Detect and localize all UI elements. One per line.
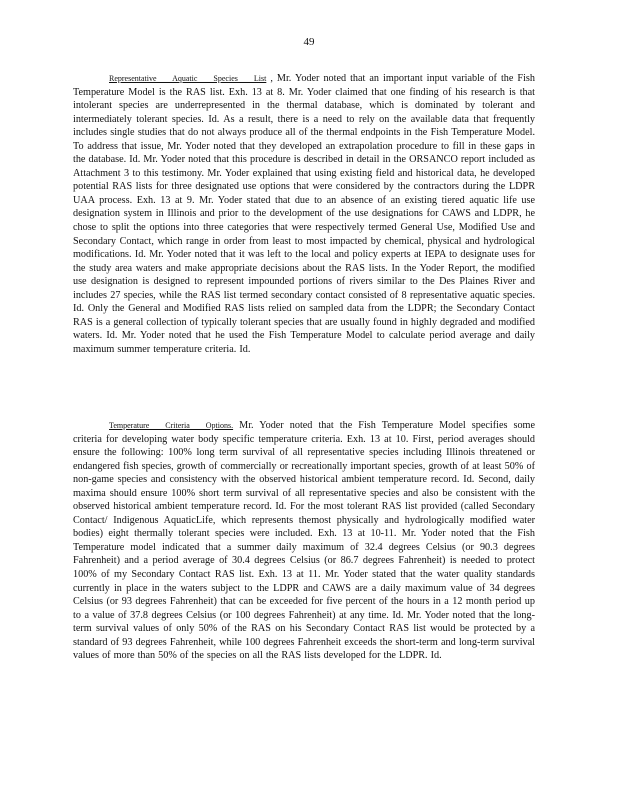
paragraph-representative-aquatic-species	[73, 72, 535, 356]
section-heading-ras-list: Representative Aquatic Species List	[109, 74, 267, 83]
paragraph-text: , Mr. Yoder noted that an important input variable of the Fish Temperature Model is the RAS list. Exh. 13 at 8. Mr. Yoder claimed that one finding of his research is that intolerant species are underrepresented in the thermal database, which is dominated by tolerant and intermediately tolerant species. Id. As a result, there is a need to rely on the available data that frequently includes single studies that do not always produce all of the thermal endpoints in the Fish Temperature Model. To address that issue, Mr. Yoder noted that they developed an extrapolation procedure to fill in these gaps in the database. Id. Mr. Yoder noted that this procedure is described in detail in the ORSANCO report included as Attachment 3 to this testimony. Mr. Yoder explained that using existing field and historical data, he developed potential RAS lists for three designated use options that were considered by the contractors during the LDPR UAA process. Exh. 13 at 9. Mr. Yoder stated that due to an absence of an existing tiered aquatic life use designation system in Illinois and prior to the development of the use designations for CAWS and LDPR, he chose to split the options into three categories that were respectively termed General Use, Modified Use and Secondary Contact, which range in order from least to most impacted by chemical, physical and hydrological modifications. Id. Mr. Yoder noted that it was left to the local and policy experts at IEPA to designate uses for the study area waters and make appropriate decisions about the RAS lists. In the Yoder Report, the modified use designation is designed to represent impounded portions of rivers similar to the Des Plaines River and includes 27 species, while the RAS list termed secondary contact consisted of 8 representative aquatic species. Id. Only the General and Modified RAS lists relied on sampled data from the LDPR; the Secondary Contact RAS is a general collection of typically tolerant species that are usually found in highly degraded and modified waters. Id. Mr. Yoder noted that he used the Fish Temperature Model to calculate period average and daily maximum summer temperature criteria. Id.	[73, 73, 535, 355]
page-number: 49	[303, 36, 315, 48]
section-heading-temperature-criteria: Temperature Criteria Options.	[109, 421, 234, 430]
paragraph-temperature-criteria-options	[73, 419, 535, 663]
paragraph-text: Mr. Yoder noted that the Fish Temperature Model specifies some criteria for developing water body specific temperature criteria. Exh. 13 at 10. First, period averages should ensure the following: 100% long term survival of all representative species including Illinois threatened or endangered fish species, growth of commercially or recreationally important species, growth of at least 50% of non-game species and consistency with the observed historical ambient temperature record. Id. Second, daily maxima should ensure 100% short term survival of all representative species and also be consistent with the observed historical ambient temperature record. Id. For the most tolerant RAS list provided (called Secondary Contact/ Indigenous AquaticLife, which represents themost physically and hydrologically modified water bodies) eight thermally tolerant species were included. Exh. 13 at 10-11. Mr. Yoder noted that the Fish Temperature model indicated that a summer daily maximum of 32.4 degrees Celsius (or 90.3 degrees Fahrenheit) and a period average of 30.4 degrees Celsius (or 86.7 degrees Fahrenheit) is needed to protect 100% of my Secondary Contact RAS list. Exh. 13 at 11. Mr. Yoder stated that the water quality standards currently in place in the waters subject to the LDPR and CAWS are a daily maximum value of 34 degrees Celsius (or 93 degrees Fahrenheit) that can be exceeded for five percent of the hours in a 12 month period up to a value of 37.8 degrees Celsius (or 100 degrees Fahrenheit) at any time. Id. Mr. Yoder noted that the long-term survival values of only 50% of the RAS on his Secondary Contact RAS list would be protected by a standard of 93 degrees Fahrenheit, while 100 degrees Fahrenheit exceeds the short-term and long-term survival values of more than 50% of the species on all the RAS lists developed for the LDPR. Id.	[73, 420, 535, 662]
